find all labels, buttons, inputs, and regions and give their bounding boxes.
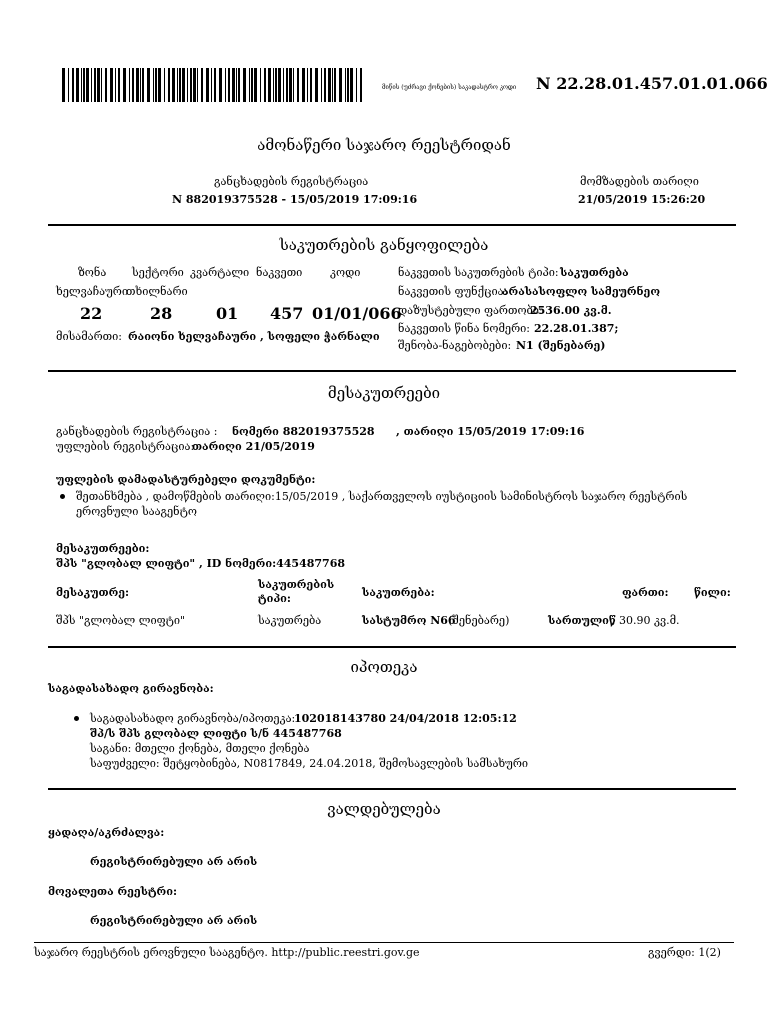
address-label: მისამართი: <box>56 330 123 343</box>
mortgage-line-4: საფუძველი: შეტყობინება, N0817849, 24.04.2018, შემოსავლების სამსახური <box>90 757 529 770</box>
divider <box>48 646 736 648</box>
owners-label: მესაკუთრეები: <box>56 542 150 555</box>
col-code: კოდი <box>330 266 361 279</box>
preparation-date-value: 21/05/2019 15:26:20 <box>578 193 706 206</box>
zone-number: 22 <box>80 304 103 323</box>
mortgage-line-1-label: საგადასახადო გირავნობა/იპოთეკა: <box>90 712 296 725</box>
divider <box>48 224 736 226</box>
th-right-type-1: საკუთრების <box>258 578 335 591</box>
preparation-date-label: მომზადების თარიღი <box>580 175 699 188</box>
debtors-value: რეგისტრირებული არ არის <box>90 914 258 927</box>
buildings-label: შენობა-ნაგებობები: <box>398 339 512 352</box>
property-section-title: საკუთრების განყოფილება <box>279 236 489 254</box>
owners-section-title: მესაკუთრეები <box>327 384 441 402</box>
mortgage-subtitle: საგადასახადო გირავნობა: <box>48 682 214 695</box>
document-line-2: ეროვნული სააგენტო <box>76 505 197 518</box>
function-value: არასასოფლო სამეურნეო <box>502 285 660 298</box>
debtors-label: მოვალეთა რეესტრი: <box>48 885 178 898</box>
right-reg-label: უფლების რეგისტრაცია: <box>56 440 195 453</box>
previous-number-label: ნაკვეთის წინა ნომერი: <box>398 322 530 335</box>
seizure-label: ყადაღა/აკრძალვა: <box>48 826 165 839</box>
right-reg-value: თარიღი 21/05/2019 <box>192 440 315 453</box>
mortgage-line-2: შპ/ს შპს გლობალ ლიფტი ს/ნ 445487768 <box>90 727 342 740</box>
col-parcel: ნაკვეთი <box>256 266 303 279</box>
bullet <box>74 716 79 721</box>
th-right-type-2: ტიპი: <box>258 592 291 605</box>
liabilities-section-title: ვალდებულება <box>327 800 441 818</box>
th-owner: მესაკუთრე: <box>56 586 130 599</box>
divider <box>48 788 736 790</box>
application-reg-label: განცხადების რეგისტრაცია <box>214 175 369 188</box>
area-value: 2536.00 კვ.მ. <box>530 304 612 317</box>
barcode <box>62 68 366 102</box>
row-property: სასტუმრო N66 <box>362 614 456 627</box>
owners-reg-value: ნომერი 882019375528 <box>232 425 375 438</box>
previous-number-value: 22.28.01.387; <box>534 322 619 335</box>
divider <box>48 370 736 372</box>
footer-rule <box>34 942 734 943</box>
seizure-value: რეგისტრირებული არ არის <box>90 855 258 868</box>
function-label: ნაკვეთის ფუნქცია: <box>398 285 508 298</box>
row-property-note: (შენებარე) <box>448 614 510 627</box>
owners-reg-date: , თარიღი 15/05/2019 17:09:16 <box>396 425 585 438</box>
footer-left: საჯარო რეესტრის ეროვნული სააგენტო. http://public.reestri.gov.ge <box>34 946 420 959</box>
zone-name: ხელვაჩაური <box>56 285 128 298</box>
th-area: ფართი: <box>622 586 669 599</box>
address-value: რაიონი ხელვაჩაური , სოფელი ჭარნალი <box>128 330 380 343</box>
cadastral-code-label: მიწის (უძრავი ქონების) საკადასტრო კოდი <box>382 84 517 91</box>
cadastral-code: N 22.28.01.457.01.01.066 <box>536 74 768 93</box>
right-type-label: ნაკვეთის საკუთრების ტიპი: <box>398 266 559 279</box>
row-floor: სართულიწ <box>548 614 616 627</box>
application-reg-value: N 882019375528 - 15/05/2019 17:09:16 <box>172 193 418 206</box>
page-number: გვერდი: 1(2) <box>648 946 721 959</box>
buildings-value: N1 (შენებარე) <box>516 339 606 352</box>
quarter-number: 01 <box>216 304 239 323</box>
row-area: , 30.90 კვ.მ. <box>612 614 680 627</box>
row-owner: შპს "გლობალ ლიფტი" <box>56 614 186 627</box>
document-line-1: შეთანხმება , დამოწმების თარიღი:15/05/2019 , საქართველოს იუსტიციის სამინისტროს საჯარო რეესტრის <box>76 490 688 503</box>
owner-value: შპს "გლობალ ლიფტი" , ID ნომერი:445487768 <box>56 557 346 570</box>
th-property: საკუთრება: <box>362 586 435 599</box>
sector-number: 28 <box>150 304 173 323</box>
documents-label: უფლების დამადასტურებელი დოკუმენტი: <box>56 473 316 486</box>
th-share: წილი: <box>694 586 731 599</box>
mortgage-section-title: იპოთეკა <box>350 658 418 676</box>
mortgage-line-3: საგანი: მთელი ქონება, მთელი ქონება <box>90 742 310 755</box>
owners-reg-label: განცხადების რეგისტრაცია : <box>56 425 218 438</box>
area-label: დაზუსტებული ფართობი: <box>398 304 543 317</box>
parcel-number: 457 <box>270 304 304 323</box>
parcel-code: 01/01/066 <box>312 304 402 323</box>
document-title: ამონაწერი საჯარო რეესტრიდან <box>257 136 511 154</box>
bullet <box>60 494 65 499</box>
sector-name: თხილნარი <box>126 285 188 298</box>
mortgage-line-1-value: 102018143780 24/04/2018 12:05:12 <box>294 712 517 725</box>
col-sector: სექტორი <box>132 266 184 279</box>
col-quarter: კვარტალი <box>190 266 250 279</box>
col-zone: ზონა <box>78 266 107 279</box>
row-right-type: საკუთრება <box>258 614 322 627</box>
right-type-value: საკუთრება <box>560 266 629 279</box>
